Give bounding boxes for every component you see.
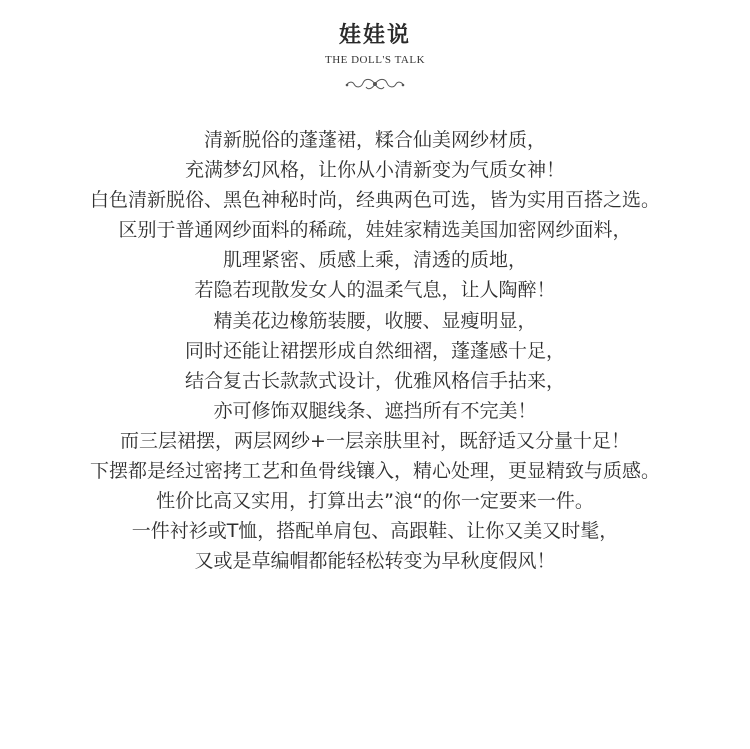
description-line: 充满梦幻风格，让你从小清新变为气质女神！ xyxy=(184,159,565,182)
page-title: 娃娃说 xyxy=(338,22,411,48)
description-line: 而三层裙摆，两层网纱+一层亲肤里衬，既舒适又分量十足！ xyxy=(120,429,630,452)
description-line: 同时还能让裙摆形成自然细褶，蓬蓬感十足， xyxy=(184,339,565,362)
description-line: 一件衬衫或T恤，搭配单肩包、高跟鞋、让你又美又时髦， xyxy=(131,520,619,543)
description-line: 精美花边橡筋装腰，收腰、显瘦明显， xyxy=(213,309,537,332)
description-line: 性价比高又实用，打算出去”浪“的你一定要来一件。 xyxy=(156,490,594,513)
description-line: 亦可修饰双腿线条、遮挡所有不完美！ xyxy=(213,399,537,422)
description-line: 白色清新脱俗、黑色神秘时尚，经典两色可选，皆为实用百搭之选。 xyxy=(89,189,660,212)
description-line: 下摆都是经过密拷工艺和鱼骨线镶入，精心处理，更显精致与质感。 xyxy=(89,460,660,483)
description-line: 又或是草编帽都能轻松转变为早秋度假风！ xyxy=(194,550,556,573)
page-subtitle: THE DOLL'S TALK xyxy=(324,54,426,66)
description-line: 肌理紧密、质感上乘，清透的质地， xyxy=(222,249,527,272)
header xyxy=(0,18,750,93)
product-description xyxy=(0,125,750,576)
description-line: 结合复古长款款式设计，优雅风格信手拈来， xyxy=(184,369,565,392)
description-line: 若隐若现散发女人的温柔气息，让人陶醉！ xyxy=(194,279,556,302)
description-line: 清新脱俗的蓬蓬裙，糅合仙美网纱材质， xyxy=(203,129,546,151)
description-line: 区别于普通网纱面料的稀疏，娃娃家精选美国加密网纱面料， xyxy=(118,219,632,242)
scroll-flourish-icon xyxy=(344,75,406,93)
